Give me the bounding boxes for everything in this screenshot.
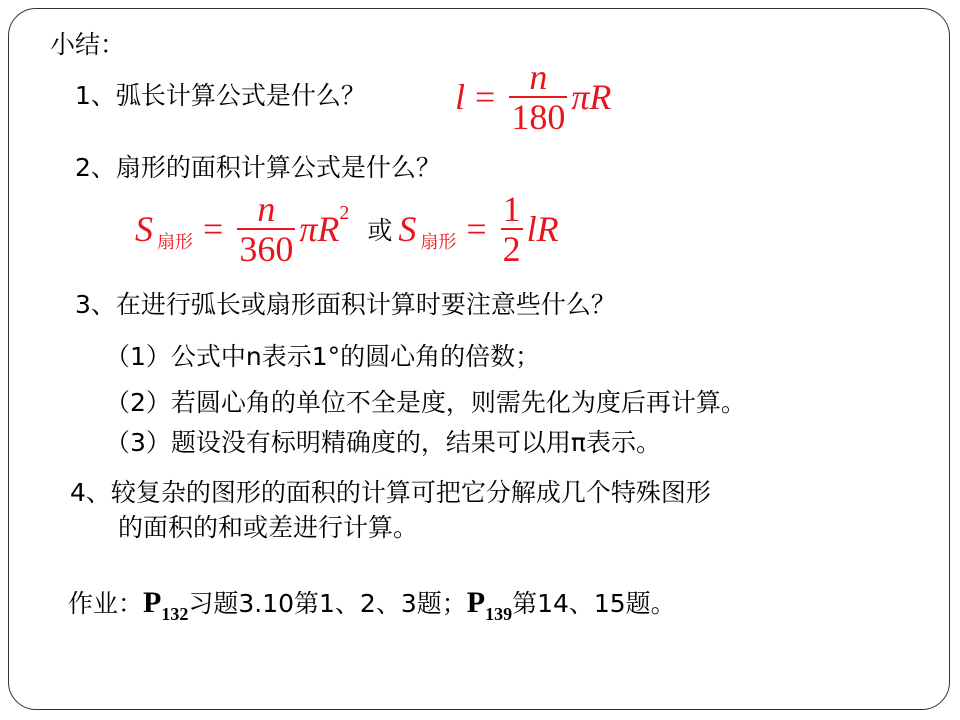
homework-part-2: 第14、15题。: [512, 589, 676, 618]
page-number: 139: [485, 604, 513, 624]
numerator: 1: [502, 189, 521, 229]
homework-part-1: 习题3.10第1、2、3题；: [188, 589, 467, 618]
homework: [68, 586, 676, 624]
question-4-line-1: 4、较复杂的图形的面积的计算可把它分解成几个特殊图形: [70, 478, 711, 507]
page-number: 132: [161, 604, 189, 624]
formula-tail: lR: [526, 209, 559, 249]
or-text: 或: [367, 216, 393, 245]
page-p: P: [143, 586, 162, 619]
formula-tail: πR: [299, 209, 340, 249]
sector-area-formulas: [135, 190, 559, 268]
page-p: P: [466, 586, 486, 619]
note-2: （2）若圆心角的单位不全是度，则需先化为度后再计算。: [105, 388, 746, 417]
denominator: 360: [239, 229, 294, 269]
homework-label: 作业：: [68, 589, 144, 618]
numerator: n: [529, 57, 548, 97]
numerator: n: [257, 189, 276, 229]
question-2: 2、扇形的面积计算公式是什么？: [75, 153, 441, 182]
formula-subscript: 扇形: [157, 232, 193, 253]
question-1: 1、弧长计算公式是什么？: [75, 81, 366, 110]
formula-subscript: 扇形: [420, 232, 457, 253]
note-3: （3）题设没有标明精确度的，结果可以用π表示。: [105, 428, 661, 457]
question-3: 3、在进行弧长或扇形面积计算时要注意些什么？: [75, 290, 616, 319]
formula-eq: =: [203, 209, 224, 249]
fraction: [237, 190, 295, 268]
question-4-line-2: 的面积的和或差进行计算。: [118, 513, 419, 542]
note-1: （1）公式中n表示1°的圆心角的倍数；: [105, 342, 541, 371]
formula-eq: =: [466, 209, 487, 249]
arc-length-formula: [455, 58, 611, 136]
denominator: 180: [511, 97, 566, 137]
formula-superscript: 2: [339, 201, 350, 224]
denominator: 2: [502, 229, 521, 269]
summary-title: 小结：: [50, 30, 126, 59]
formula-l: l: [455, 77, 466, 117]
fraction: [509, 58, 567, 136]
fraction: [501, 190, 523, 268]
formula-s: S: [135, 209, 153, 249]
formula-s: S: [398, 209, 417, 249]
formula-tail: πR: [571, 77, 612, 117]
formula-eq: =: [475, 77, 496, 117]
